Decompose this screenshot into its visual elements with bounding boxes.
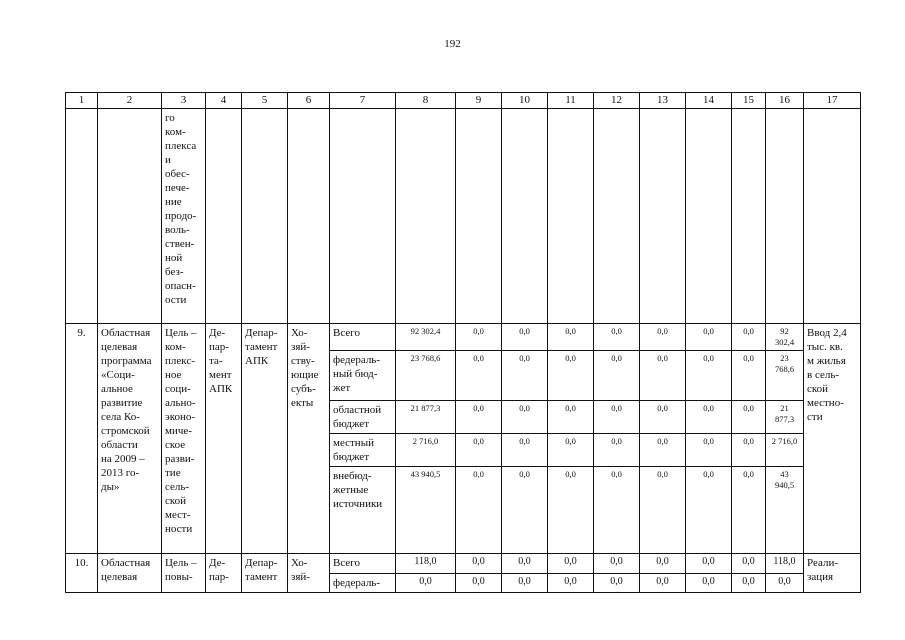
value-cell: 0,0 bbox=[502, 434, 548, 467]
value-cell: 21 877,3 bbox=[766, 401, 804, 434]
funding-source-cell: Всего bbox=[330, 324, 396, 351]
value-cell: 0,0 bbox=[456, 574, 502, 593]
table-cell bbox=[640, 109, 686, 324]
table-row bbox=[66, 554, 861, 574]
program-goal-cell: Цель – ком- плекс- ное соци- ально- эконо- миче- ское разви- тие сель- ской мест- ности bbox=[162, 324, 206, 554]
table-cell bbox=[732, 109, 766, 324]
table-cell bbox=[456, 109, 502, 324]
value-cell: 0,0 bbox=[502, 574, 548, 593]
value-cell: 0,0 bbox=[594, 554, 640, 574]
table-row bbox=[66, 324, 861, 351]
value-cell: 43 940,5 bbox=[766, 467, 804, 554]
value-cell: 0,0 bbox=[640, 467, 686, 554]
value-cell: 23 768,6 bbox=[396, 351, 456, 401]
value-cell: 0,0 bbox=[686, 467, 732, 554]
value-cell: 0,0 bbox=[732, 351, 766, 401]
result-cell: Ввод 2,4 тыс. кв. м жилья в сель- ской местно- сти bbox=[804, 324, 861, 554]
value-cell: 0,0 bbox=[502, 467, 548, 554]
value-cell: 0,0 bbox=[502, 324, 548, 351]
value-cell: 0,0 bbox=[640, 401, 686, 434]
col-header: 4 bbox=[206, 93, 242, 109]
value-cell: 0,0 bbox=[732, 574, 766, 593]
funding-source-cell: внебюд- жетные источники bbox=[330, 467, 396, 554]
table-cell bbox=[66, 109, 98, 324]
value-cell: 0,0 bbox=[456, 351, 502, 401]
value-cell: 0,0 bbox=[456, 401, 502, 434]
value-cell: 0,0 bbox=[456, 467, 502, 554]
col-header: 9 bbox=[456, 93, 502, 109]
table-cell bbox=[686, 109, 732, 324]
funding-source-cell: федераль- ный бюд- жет bbox=[330, 351, 396, 401]
value-cell: 2 716,0 bbox=[396, 434, 456, 467]
value-cell: 0,0 bbox=[502, 401, 548, 434]
value-cell: 0,0 bbox=[732, 554, 766, 574]
col-header: 2 bbox=[98, 93, 162, 109]
table-cell bbox=[396, 109, 456, 324]
col-header: 12 bbox=[594, 93, 640, 109]
row-number-cell: 10. bbox=[66, 554, 98, 593]
value-cell: 0,0 bbox=[548, 401, 594, 434]
header-row bbox=[66, 93, 861, 109]
value-cell: 0,0 bbox=[732, 434, 766, 467]
value-cell: 0,0 bbox=[502, 351, 548, 401]
table-cell bbox=[330, 109, 396, 324]
col6-cell: Хо- зяй- ству- ющие субъ- екты bbox=[288, 324, 330, 554]
value-cell: 0,0 bbox=[594, 467, 640, 554]
value-cell: 0,0 bbox=[732, 324, 766, 351]
col-header: 8 bbox=[396, 93, 456, 109]
value-cell: 118,0 bbox=[766, 554, 804, 574]
value-cell: 0,0 bbox=[640, 434, 686, 467]
continuation-row bbox=[66, 109, 861, 324]
value-cell: 0,0 bbox=[594, 324, 640, 351]
col-header: 13 bbox=[640, 93, 686, 109]
value-cell: 0,0 bbox=[548, 324, 594, 351]
col-header: 10 bbox=[502, 93, 548, 109]
value-cell: 0,0 bbox=[548, 467, 594, 554]
table-cell bbox=[98, 109, 162, 324]
table-cell bbox=[594, 109, 640, 324]
value-cell: 0,0 bbox=[686, 434, 732, 467]
col-header: 5 bbox=[242, 93, 288, 109]
value-cell: 0,0 bbox=[396, 574, 456, 593]
value-cell: 0,0 bbox=[640, 574, 686, 593]
value-cell: 0,0 bbox=[548, 574, 594, 593]
value-cell: 0,0 bbox=[456, 324, 502, 351]
col4-cell: Де- пар- bbox=[206, 554, 242, 593]
program-name-cell: Областная целевая bbox=[98, 554, 162, 593]
value-cell: 0,0 bbox=[594, 401, 640, 434]
value-cell: 0,0 bbox=[502, 554, 548, 574]
value-cell: 43 940,5 bbox=[396, 467, 456, 554]
value-cell: 0,0 bbox=[640, 554, 686, 574]
col-header: 16 bbox=[766, 93, 804, 109]
program-table bbox=[65, 92, 861, 593]
col6-cell: Хо- зяй- bbox=[288, 554, 330, 593]
value-cell: 2 716,0 bbox=[766, 434, 804, 467]
program-table-wrapper bbox=[65, 92, 861, 593]
col-header: 14 bbox=[686, 93, 732, 109]
funding-source-cell: местный бюджет bbox=[330, 434, 396, 467]
row-number-cell: 9. bbox=[66, 324, 98, 554]
value-cell: 0,0 bbox=[732, 401, 766, 434]
col-header: 17 bbox=[804, 93, 861, 109]
value-cell: 0,0 bbox=[686, 401, 732, 434]
col5-cell: Депар- тамент bbox=[242, 554, 288, 593]
col4-cell: Де- пар- та- мент АПК bbox=[206, 324, 242, 554]
col-header: 1 bbox=[66, 93, 98, 109]
col-header: 15 bbox=[732, 93, 766, 109]
value-cell: 0,0 bbox=[456, 554, 502, 574]
value-cell: 0,0 bbox=[548, 351, 594, 401]
value-cell: 0,0 bbox=[548, 554, 594, 574]
value-cell: 0,0 bbox=[732, 467, 766, 554]
table-cell bbox=[242, 109, 288, 324]
col5-cell: Депар- тамент АПК bbox=[242, 324, 288, 554]
col-header: 7 bbox=[330, 93, 396, 109]
value-cell: 0,0 bbox=[640, 324, 686, 351]
result-cell: Реали- зация bbox=[804, 554, 861, 593]
value-cell: 0,0 bbox=[686, 554, 732, 574]
table-cell bbox=[288, 109, 330, 324]
program-name-cell: Областная целевая программа «Соци- альное развитие села Ко- стромской области на 2009 – 2013 го- ды» bbox=[98, 324, 162, 554]
value-cell: 0,0 bbox=[686, 351, 732, 401]
table-cell bbox=[548, 109, 594, 324]
page-number: 192 bbox=[444, 38, 461, 50]
col-header: 6 bbox=[288, 93, 330, 109]
value-cell: 92 302,4 bbox=[396, 324, 456, 351]
table-cell bbox=[502, 109, 548, 324]
value-cell: 118,0 bbox=[396, 554, 456, 574]
goal-continuation-cell: го ком- плекса и обес- пече- ние продо- воль- ствен- ной без- опасн- ости bbox=[162, 109, 206, 324]
value-cell: 21 877,3 bbox=[396, 401, 456, 434]
value-cell: 0,0 bbox=[594, 351, 640, 401]
table-cell bbox=[206, 109, 242, 324]
value-cell: 0,0 bbox=[456, 434, 502, 467]
col-header: 11 bbox=[548, 93, 594, 109]
funding-source-cell: Всего bbox=[330, 554, 396, 574]
value-cell: 0,0 bbox=[594, 434, 640, 467]
table-cell bbox=[766, 109, 804, 324]
value-cell: 23 768,6 bbox=[766, 351, 804, 401]
funding-source-cell: областной бюджет bbox=[330, 401, 396, 434]
value-cell: 0,0 bbox=[686, 574, 732, 593]
value-cell: 0,0 bbox=[686, 324, 732, 351]
program-goal-cell: Цель – повы- bbox=[162, 554, 206, 593]
value-cell: 0,0 bbox=[640, 351, 686, 401]
table-cell bbox=[804, 109, 861, 324]
funding-source-cell: федераль- bbox=[330, 574, 396, 593]
value-cell: 0,0 bbox=[594, 574, 640, 593]
col-header: 3 bbox=[162, 93, 206, 109]
value-cell: 0,0 bbox=[548, 434, 594, 467]
value-cell: 92 302,4 bbox=[766, 324, 804, 351]
value-cell: 0,0 bbox=[766, 574, 804, 593]
